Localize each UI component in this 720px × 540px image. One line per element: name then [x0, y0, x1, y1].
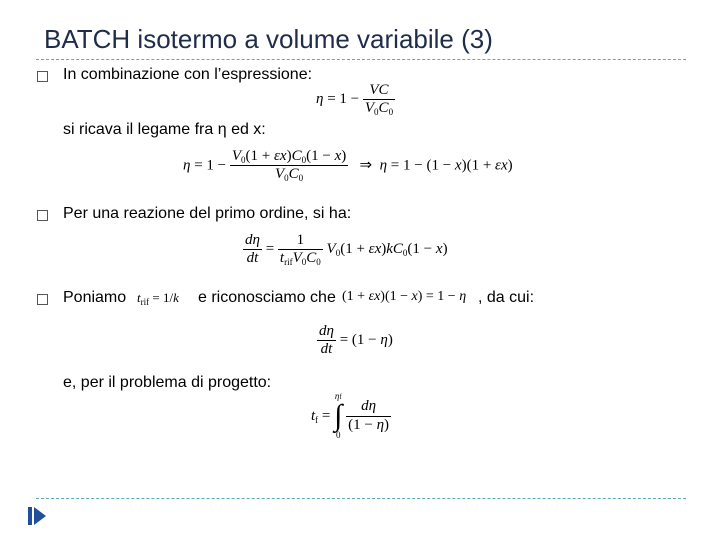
next-slide-icon[interactable] — [34, 507, 46, 525]
equation-identity: (1 + εx)(1 − x) = 1 − η — [342, 289, 467, 304]
slide-title: BATCH isotermo a volume variabile (3) — [44, 24, 493, 54]
top-divider — [36, 59, 686, 60]
bottom-divider — [36, 498, 686, 499]
equation-trif: $t_{rif} = 1/k$ — [137, 290, 179, 307]
checkbox-icon — [37, 210, 48, 221]
bullet-3-text-before: Poniamo — [63, 289, 127, 306]
checkbox-icon — [37, 71, 48, 82]
progetto-line: e, per il problema di progetto: — [63, 374, 272, 391]
ricava-line: si ricava il legame fra η ed x: — [63, 121, 266, 138]
equation-first-order: $\frac{d\eta}{dt}$ = $\frac{1}{t_{rif}V_0C_0}$ $V_0(1 + \varepsilon x)kC_0(1 - x)$ — [245, 232, 448, 268]
equation-eta-definition: η = 1 − $\frac{VC}{V_0C_0}$ — [316, 82, 394, 118]
checkbox-icon — [37, 294, 48, 305]
bullet-1-text: In combinazione con l’espressione: — [63, 66, 313, 83]
equation-deta-dt: $\frac{d\eta}{dt}$ = (1 − η) — [319, 323, 393, 358]
bullet-3-text-middle: e riconosciamo che — [198, 289, 336, 306]
bullet-3-text-after: , da cui: — [478, 289, 535, 306]
bullet-2-text: Per una reazione del primo ordine, si ha: — [63, 205, 352, 222]
equation-integral: $t_f$ = ηf ∫ 0 $\frac{d\eta}{(1 - \eta)}$ — [311, 391, 390, 440]
equation-eta-x: η = 1 − $\frac{V_0(1 + \varepsilon x)C_0(1 - x)}{V_0C_0}$ ⇒ η = 1 − (1 − x)(1 + εx) — [183, 148, 513, 184]
